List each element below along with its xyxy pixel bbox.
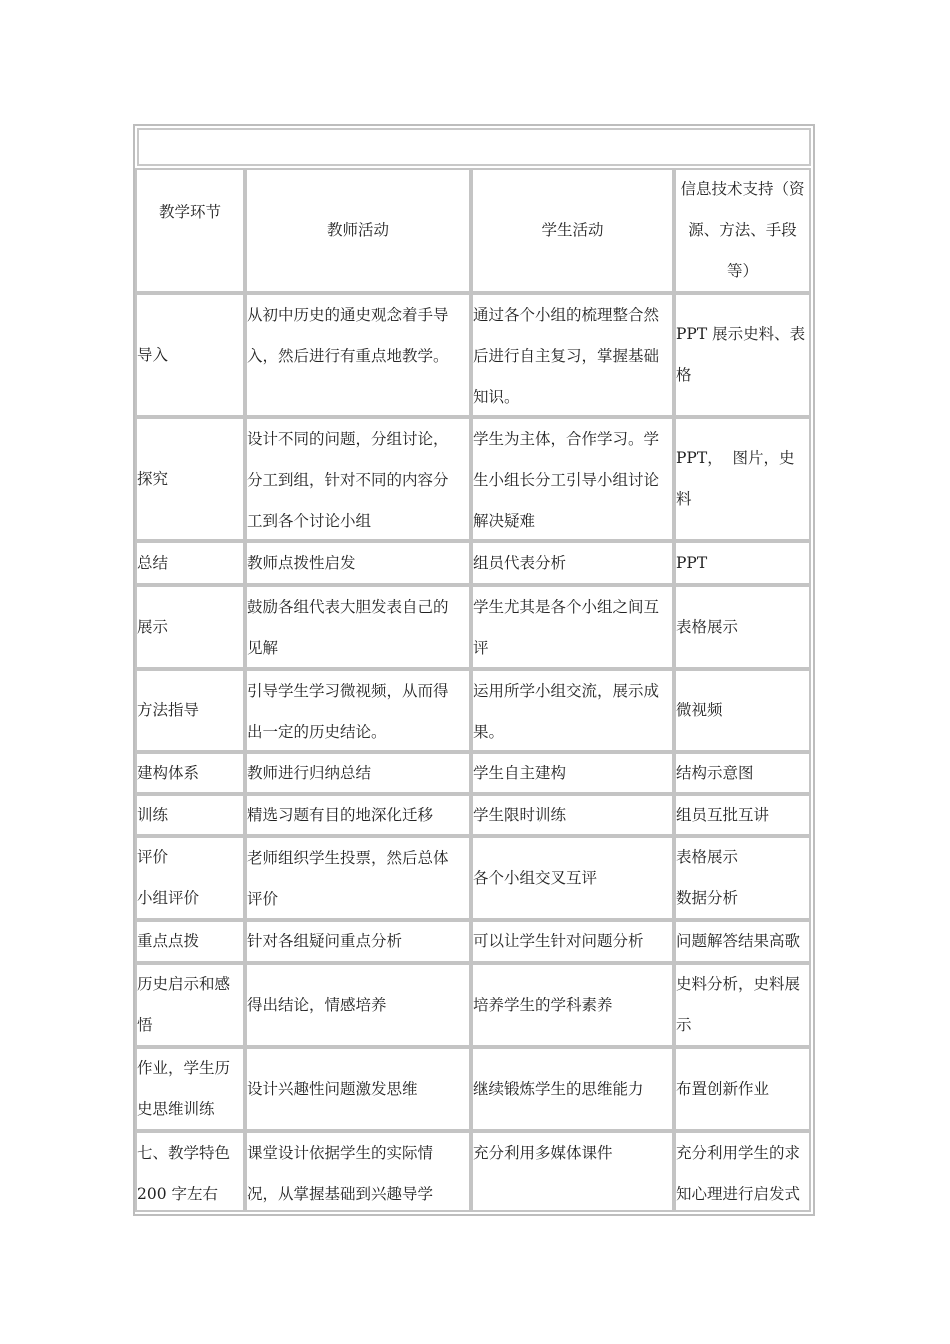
cell-stage-text: 历史启示和感 悟	[137, 975, 231, 1034]
cell-student	[471, 794, 674, 836]
cell-teacher	[245, 836, 471, 920]
cell-tech	[674, 836, 811, 920]
cell-stage-text: 重点点拨	[137, 932, 200, 950]
cell-student-text: 可以让学生针对问题分析	[473, 932, 644, 950]
cell-teacher	[245, 1131, 471, 1212]
cell-teacher-text: 精选习题有目的地深化迁移	[247, 805, 434, 824]
header-teacher-text: 教师活动	[326, 221, 389, 239]
cell-student-text: 继续锻炼学生的思维能力	[473, 1079, 644, 1098]
cell-stage-text: 七、教学特色 200 字左右	[137, 1144, 231, 1203]
cell-teacher	[245, 1047, 471, 1131]
cell-tech-text: PPT， 图片，史料	[676, 449, 795, 508]
cell-teacher-text: 针对各组疑问重点分析	[247, 932, 403, 950]
cell-student	[471, 836, 674, 920]
header-teacher	[245, 168, 471, 293]
cell-teacher	[245, 752, 471, 794]
cell-tech-text: 表格展示 数据分析	[676, 848, 739, 907]
cell-stage-text: 总结	[137, 553, 169, 572]
cell-teacher-text: 设计兴趣性问题激发思维	[247, 1079, 418, 1098]
cell-teacher-text: 课堂设计依据学生的实际情 况，从掌握基础到兴趣导学	[247, 1144, 434, 1203]
cell-stage-text: 方法指导	[137, 701, 200, 719]
cell-teacher	[245, 541, 471, 585]
cell-stage	[135, 585, 245, 669]
cell-student	[471, 1047, 674, 1131]
cell-student	[471, 752, 674, 794]
cell-stage-text: 展示	[137, 617, 169, 636]
cell-tech	[674, 963, 811, 1047]
cell-teacher-text: 得出结论，情感培养	[247, 995, 387, 1014]
cell-student-text: 充分利用多媒体课件	[473, 1144, 613, 1162]
cell-student	[471, 293, 674, 417]
cell-student	[471, 585, 674, 669]
cell-student-text: 各个小组交叉互评	[473, 868, 598, 887]
cell-stage-text: 导入	[137, 345, 169, 364]
cell-student-text: 组员代表分析	[473, 553, 567, 572]
cell-tech	[674, 669, 811, 752]
cell-stage	[135, 752, 245, 794]
cell-student	[471, 1131, 674, 1212]
header-tech-text: 信息技术支持（资 源、方法、手段 等）	[680, 180, 805, 280]
cell-student-text: 学生为主体，合作学习。学 生小组长分工引导小组讨论 解决疑难	[473, 430, 660, 530]
cell-student-text: 学生尤其是各个小组之间互 评	[473, 598, 660, 657]
cell-tech-text: 充分利用学生的求 知心理进行启发式	[676, 1144, 801, 1203]
cell-teacher	[245, 585, 471, 669]
header-stage	[135, 168, 245, 293]
cell-stage	[135, 669, 245, 752]
cell-tech-text: PPT 展示史料、表 格	[676, 325, 806, 384]
cell-teacher-text: 鼓励各组代表大胆发表自己的 见解	[247, 598, 449, 657]
cell-tech	[674, 1047, 811, 1131]
cell-stage	[135, 794, 245, 836]
cell-stage-text: 训练	[137, 805, 169, 824]
cell-teacher-text: 引导学生学习微视频，从而得 出一定的历史结论。	[247, 682, 449, 741]
header-student	[471, 168, 674, 293]
cell-teacher	[245, 417, 471, 541]
cell-tech	[674, 794, 811, 836]
cell-teacher	[245, 293, 471, 417]
cell-tech-text: 布置创新作业	[676, 1079, 770, 1098]
cell-stage-text: 建构体系	[137, 763, 200, 782]
cell-stage	[135, 836, 245, 920]
cell-stage	[135, 920, 245, 963]
cell-tech	[674, 1131, 811, 1212]
cell-tech-text: PPT	[676, 553, 708, 572]
cell-tech	[674, 752, 811, 794]
cell-student-text: 培养学生的学科素养	[473, 995, 613, 1014]
cell-student	[471, 541, 674, 585]
cell-student	[471, 963, 674, 1047]
cell-stage-text: 探究	[137, 469, 169, 488]
cell-stage	[135, 963, 245, 1047]
cell-tech	[674, 417, 811, 541]
header-student-text: 学生活动	[541, 221, 604, 239]
cell-teacher-text: 教师点拨性启发	[247, 553, 356, 572]
cell-tech	[674, 541, 811, 585]
header-tech	[674, 168, 811, 293]
cell-tech-text: 问题解答结果高歌	[676, 932, 801, 950]
cell-stage	[135, 293, 245, 417]
cell-teacher	[245, 963, 471, 1047]
cell-tech	[674, 293, 811, 417]
cell-student-text: 学生限时训练	[473, 805, 567, 824]
cell-teacher	[245, 669, 471, 752]
cell-stage	[135, 1047, 245, 1131]
cell-stage-text: 评价 小组评价	[137, 848, 200, 907]
cell-tech-text: 微视频	[676, 701, 723, 719]
cell-stage-text: 作业，学生历 史思维训练	[137, 1059, 231, 1118]
cell-tech	[674, 585, 811, 669]
cell-teacher-text: 设计不同的问题，分组讨论， 分工到组，针对不同的内容分 工到各个讨论小组	[247, 430, 449, 530]
cell-stage	[135, 541, 245, 585]
cell-tech-text: 史料分析，史料展 示	[676, 975, 801, 1034]
cell-teacher-text: 老师组织学生投票，然后总体 评价	[247, 849, 449, 908]
table-title-band	[137, 128, 811, 166]
cell-student-text: 运用所学小组交流，展示成 果。	[473, 682, 660, 741]
cell-student-text: 学生自主建构	[473, 763, 567, 782]
cell-teacher	[245, 794, 471, 836]
cell-tech-text: 结构示意图	[676, 763, 754, 782]
cell-teacher	[245, 920, 471, 963]
cell-tech	[674, 920, 811, 963]
cell-stage	[135, 417, 245, 541]
cell-tech-text: 组员互批互讲	[676, 805, 770, 824]
cell-student	[471, 920, 674, 963]
cell-stage	[135, 1131, 245, 1212]
cell-student	[471, 669, 674, 752]
cell-student	[471, 417, 674, 541]
cell-student-text: 通过各个小组的梳理整合然 后进行自主复习，掌握基础 知识。	[473, 306, 660, 406]
header-stage-text: 教学环节	[158, 203, 221, 221]
cell-teacher-text: 从初中历史的通史观念着手导 入，然后进行有重点地教学。	[247, 306, 449, 365]
cell-tech-text: 表格展示	[676, 617, 739, 636]
cell-teacher-text: 教师进行归纳总结	[247, 763, 372, 782]
